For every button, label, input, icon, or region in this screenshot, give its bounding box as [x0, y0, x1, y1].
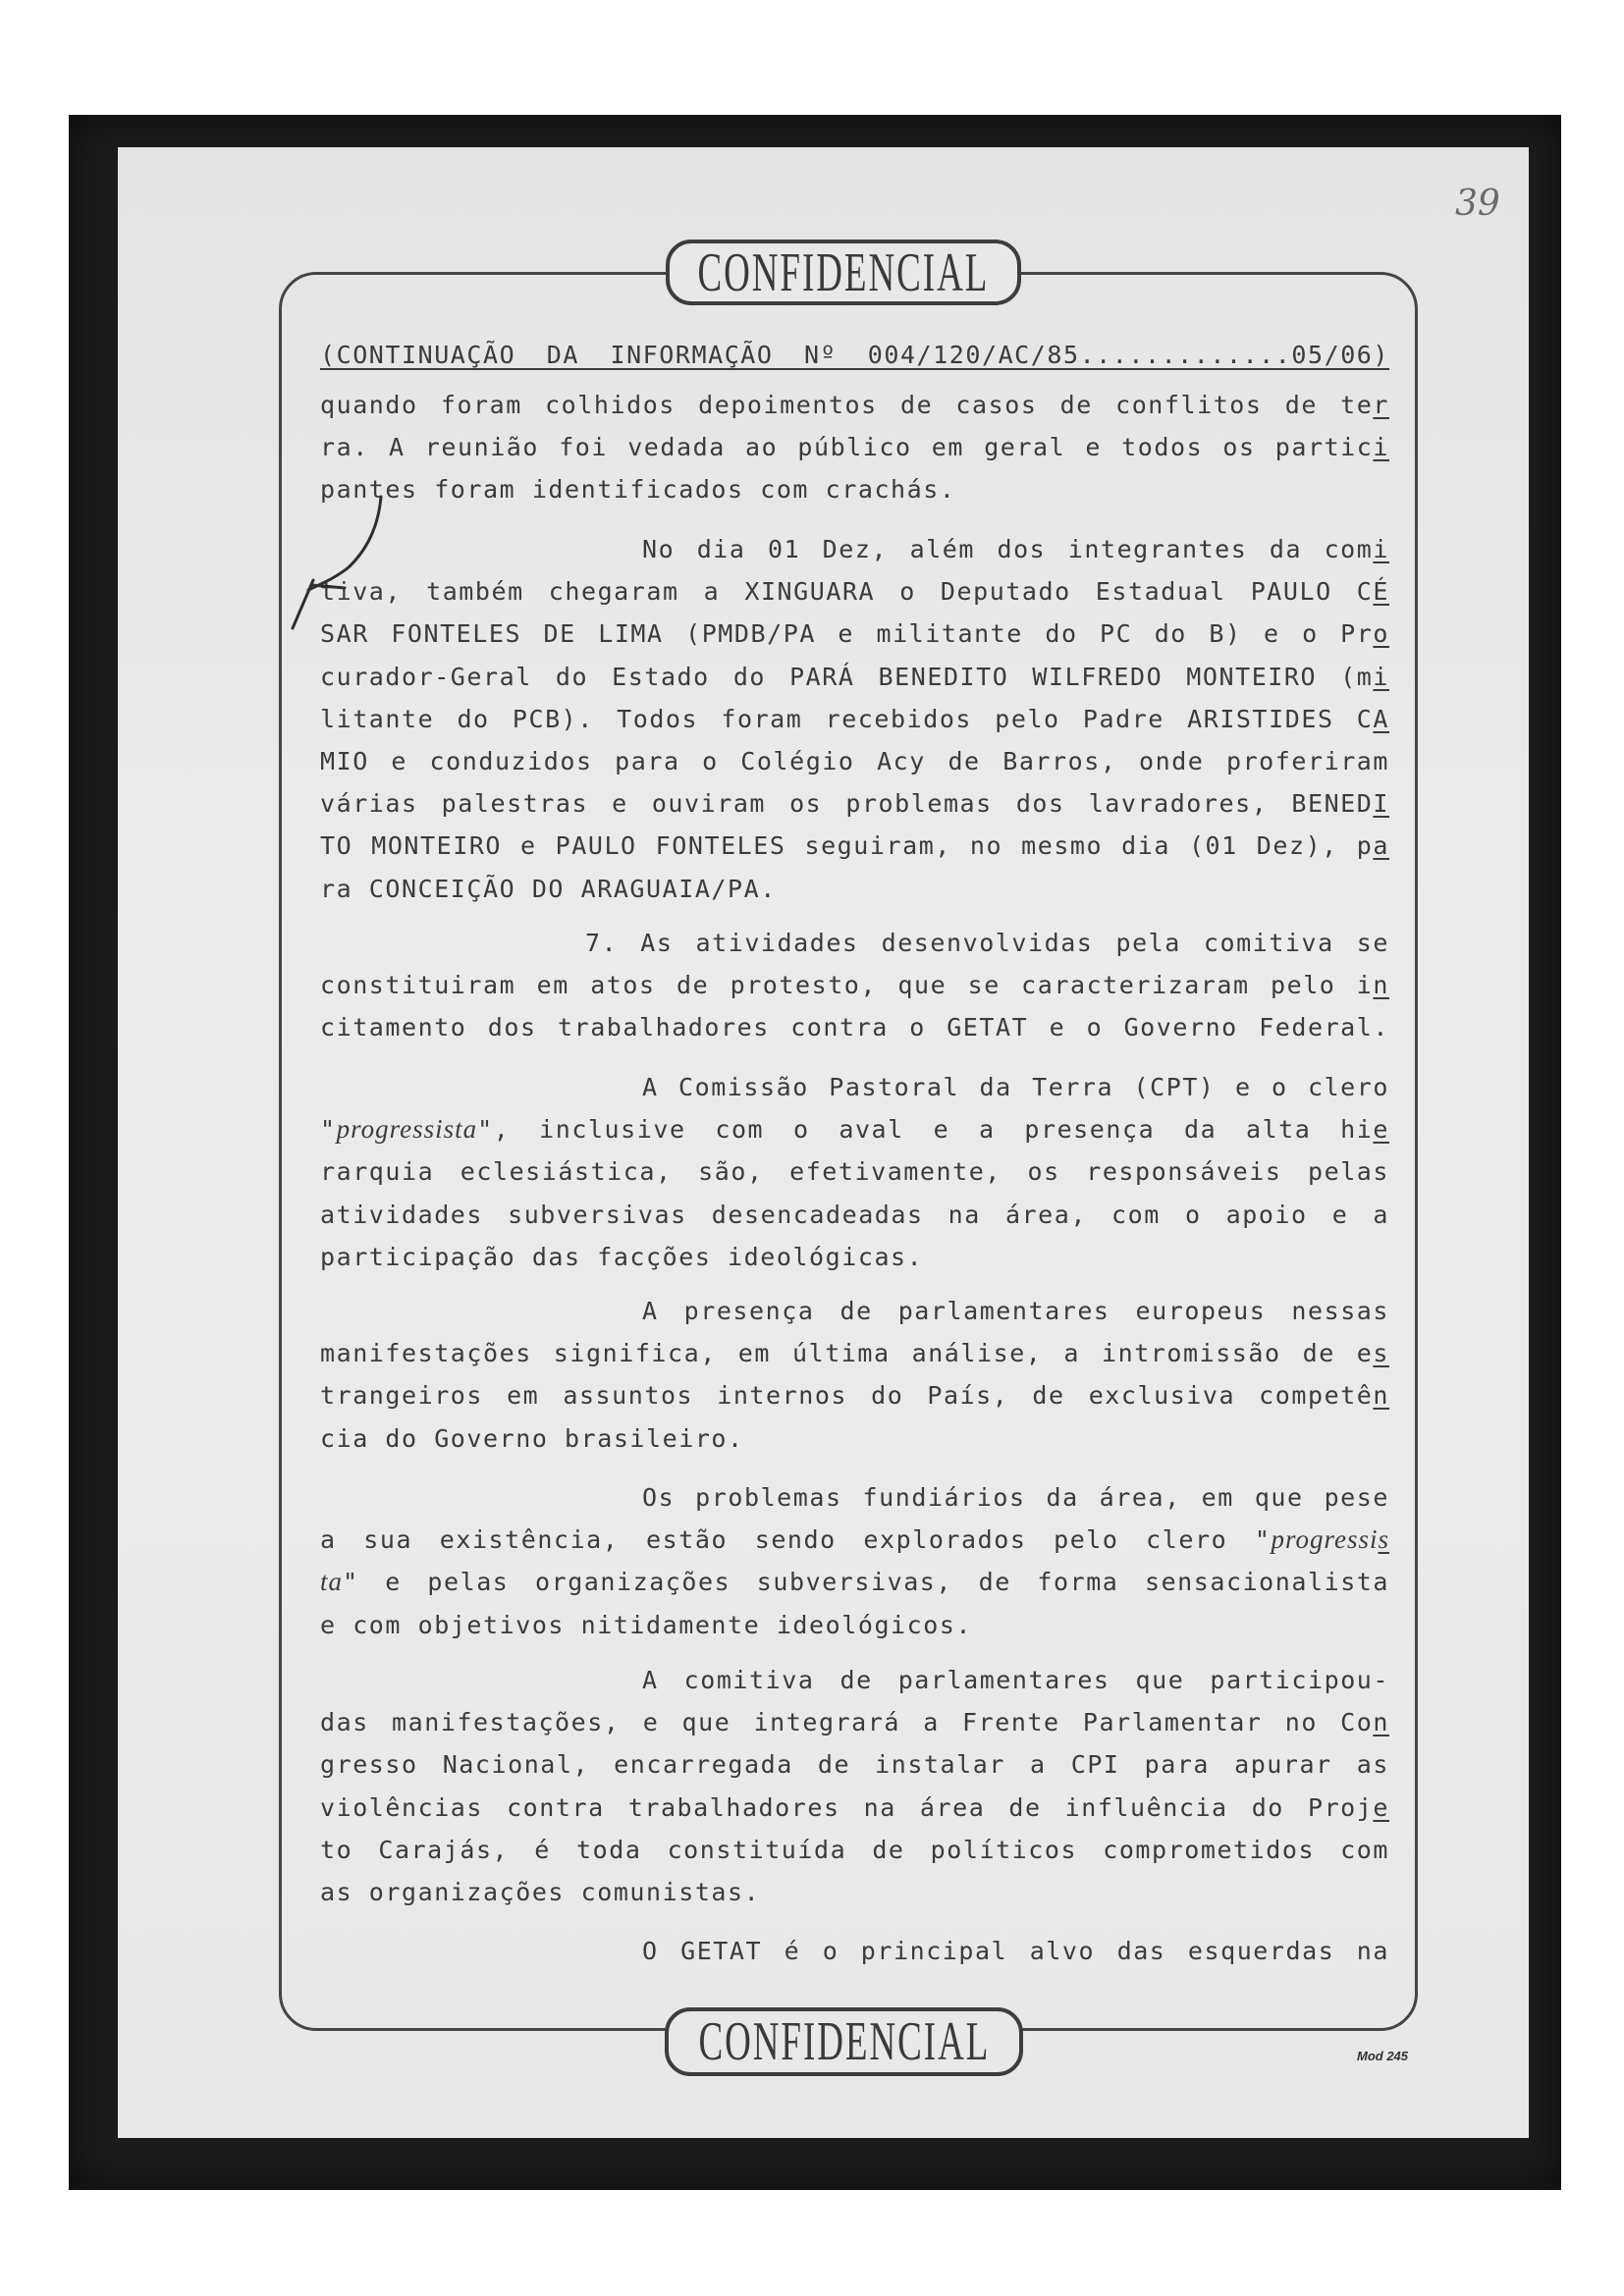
text-segment: A presença de parlamentares europeus nessas: [642, 1297, 1389, 1325]
pen-mark-path: [293, 497, 381, 628]
text-line: [320, 1743, 1389, 1786]
text-segment: O GETAT é o principal alvo das esquerdas na: [642, 1937, 1389, 1965]
text-line: [320, 1332, 1389, 1374]
text-segment: ": [320, 1115, 337, 1145]
text-segment: to Carajás, é toda constituída de políticos comprometidos com: [320, 1835, 1389, 1864]
text-segment: citamento dos trabalhadores contra o GETAT e o Governo Federal.: [320, 1013, 1389, 1042]
text-line: [320, 1066, 1389, 1108]
text-segment: ", inclusive com o aval e a presença da alta hi: [477, 1115, 1374, 1145]
paragraph-8: [320, 1930, 1389, 1972]
text-segment: Os problemas fundiários da área, em que pese: [642, 1483, 1389, 1512]
text-segment: TO MONTEIRO e PAULO FONTELES seguiram, no mesmo dia (01 Dez), p: [320, 831, 1374, 861]
hyphenation-mark: i: [1373, 662, 1389, 691]
text-segment: constituiram em atos de protesto, que se caracterizaram pelo i: [320, 971, 1374, 1000]
text-segment: cia do Governo brasileiro.: [320, 1423, 744, 1453]
confidential-stamp-bottom-text: CONFIDENCIAL: [698, 2011, 990, 2072]
text-line: [320, 1659, 1389, 1701]
paragraph-6: [320, 1476, 1389, 1646]
text-segment: No dia 01 Dez, além dos integrantes da com: [642, 535, 1374, 563]
text-line: [320, 1108, 1389, 1150]
text-segment: SAR FONTELES DE LIMA (PMDB/PA e militante do PC do B) e o Pr: [320, 619, 1374, 649]
hyphenation-mark: r: [1373, 391, 1389, 419]
text-segment: pantes foram identificados com crachás.: [320, 475, 956, 505]
text-line: [320, 1829, 1389, 1871]
italic-term: progressi: [1271, 1524, 1379, 1555]
text-line: [320, 1519, 1389, 1561]
text-segment: atividades subversivas desencadeadas na área, com o apoio e a: [320, 1200, 1389, 1229]
text-line: [320, 964, 1389, 1006]
confidential-stamp-top: [666, 240, 1021, 305]
text-segment: curador-Geral do Estado do PARÁ BENEDITO WILFREDO MONTEIRO (m: [320, 662, 1374, 691]
italic-term: progressista: [336, 1114, 478, 1145]
text-line: [320, 1604, 1389, 1646]
text-segment: A comitiva de parlamentares que participou-: [642, 1666, 1389, 1694]
hyphenation-mark: i: [1373, 535, 1389, 563]
hyphenation-mark: s: [1378, 1524, 1389, 1555]
paragraph-5: [320, 1290, 1389, 1460]
hyphenation-mark: n: [1373, 1381, 1389, 1411]
hyphenation-mark: n: [1373, 971, 1389, 1000]
document-header: (CONTINUAÇÃO DA INFORMAÇÃO Nº 004/120/AC/85.............05/06): [320, 341, 1389, 369]
paragraph-4: [320, 1066, 1389, 1278]
text-segment: quando foram colhidos depoimentos de casos de conflitos de te: [320, 391, 1374, 419]
text-line: [320, 825, 1389, 867]
paragraph-7: [320, 1659, 1389, 1913]
text-segment: manifestações significa, em última análise, a intromissão de e: [320, 1339, 1374, 1368]
text-segment: várias palestras e ouviram os problemas dos lavradores, BENED: [320, 789, 1374, 819]
text-segment: tiva, também chegaram a XINGUARA o Deputado Estadual PAULO C: [320, 577, 1374, 607]
text-line: [320, 1236, 1389, 1278]
hyphenation-mark: o: [1373, 619, 1389, 649]
text-segment: trangeiros em assuntos internos do País, de exclusiva competê: [320, 1381, 1374, 1411]
hyphenation-mark: I: [1373, 789, 1389, 819]
text-line: [320, 1561, 1389, 1603]
page-number: 39: [1455, 184, 1500, 224]
text-segment: A Comissão Pastoral da Terra (CPT) e o clero: [642, 1073, 1389, 1101]
hyphenation-mark: n: [1373, 1708, 1389, 1737]
text-segment: MIO e conduzidos para o Colégio Acy de Barros, onde proferiram: [320, 746, 1389, 775]
text-line: [320, 740, 1389, 782]
text-segment: ra. A reunião foi vedada ao público em geral e todos os partic: [320, 433, 1374, 462]
text-line: [320, 1701, 1389, 1743]
text-segment: " e pelas organizações subversivas, de forma sensacionalista: [343, 1568, 1389, 1597]
text-line: [320, 922, 1389, 964]
text-line: [320, 1006, 1389, 1048]
paragraph-3: [320, 922, 1389, 1049]
text-segment: ra CONCEIÇÃO DO ARAGUAIA/PA.: [320, 874, 777, 903]
text-line: [320, 782, 1389, 825]
text-segment: e com objetivos nitidamente ideológicos.: [320, 1610, 973, 1639]
text-line: [320, 868, 1389, 910]
text-segment: 7. As atividades desenvolvidas pela comitiva se: [585, 929, 1389, 957]
hyphenation-mark: e: [1373, 1792, 1389, 1822]
hyphenation-mark: e: [1373, 1115, 1389, 1145]
text-segment: rarquia eclesiástica, são, efetivamente, os responsáveis pelas: [320, 1157, 1389, 1187]
text-line: [320, 1150, 1389, 1193]
text-line: [320, 1930, 1389, 1972]
text-segment: violências contra trabalhadores na área de influência do Proj: [320, 1792, 1374, 1822]
text-line: [320, 1417, 1389, 1460]
text-line: [320, 1871, 1389, 1913]
confidential-stamp-top-text: CONFIDENCIAL: [697, 241, 990, 303]
hyphenation-mark: i: [1373, 433, 1389, 462]
text-segment: gresso Nacional, encarregada de instalar a CPI para apurar as: [320, 1750, 1389, 1780]
pen-mark: [118, 147, 511, 697]
text-line: [320, 1290, 1389, 1332]
hyphenation-mark: a: [1373, 831, 1389, 861]
text-segment: das manifestações, e que integrará a Frente Parlamentar no Co: [320, 1708, 1374, 1737]
text-line: [320, 1476, 1389, 1519]
hyphenation-mark: É: [1373, 577, 1389, 607]
text-segment: participação das facções ideológicas.: [320, 1242, 924, 1271]
document-page: [118, 147, 1529, 2138]
text-line: [320, 1787, 1389, 1829]
text-line: [320, 1194, 1389, 1236]
text-line: [320, 698, 1389, 740]
text-segment: litante do PCB). Todos foram recebidos pelo Padre ARISTIDES C: [320, 704, 1374, 733]
text-segment: a sua existência, estão sendo explorados pelo clero ": [320, 1525, 1272, 1555]
confidential-stamp-bottom: [665, 2007, 1023, 2076]
italic-term: ta: [320, 1567, 344, 1597]
form-code: Mod 245: [1357, 2049, 1409, 2063]
hyphenation-mark: s: [1373, 1339, 1389, 1368]
hyphenation-mark: A: [1373, 704, 1389, 733]
text-segment: as organizações comunistas.: [320, 1877, 761, 1906]
text-line: [320, 1374, 1389, 1416]
